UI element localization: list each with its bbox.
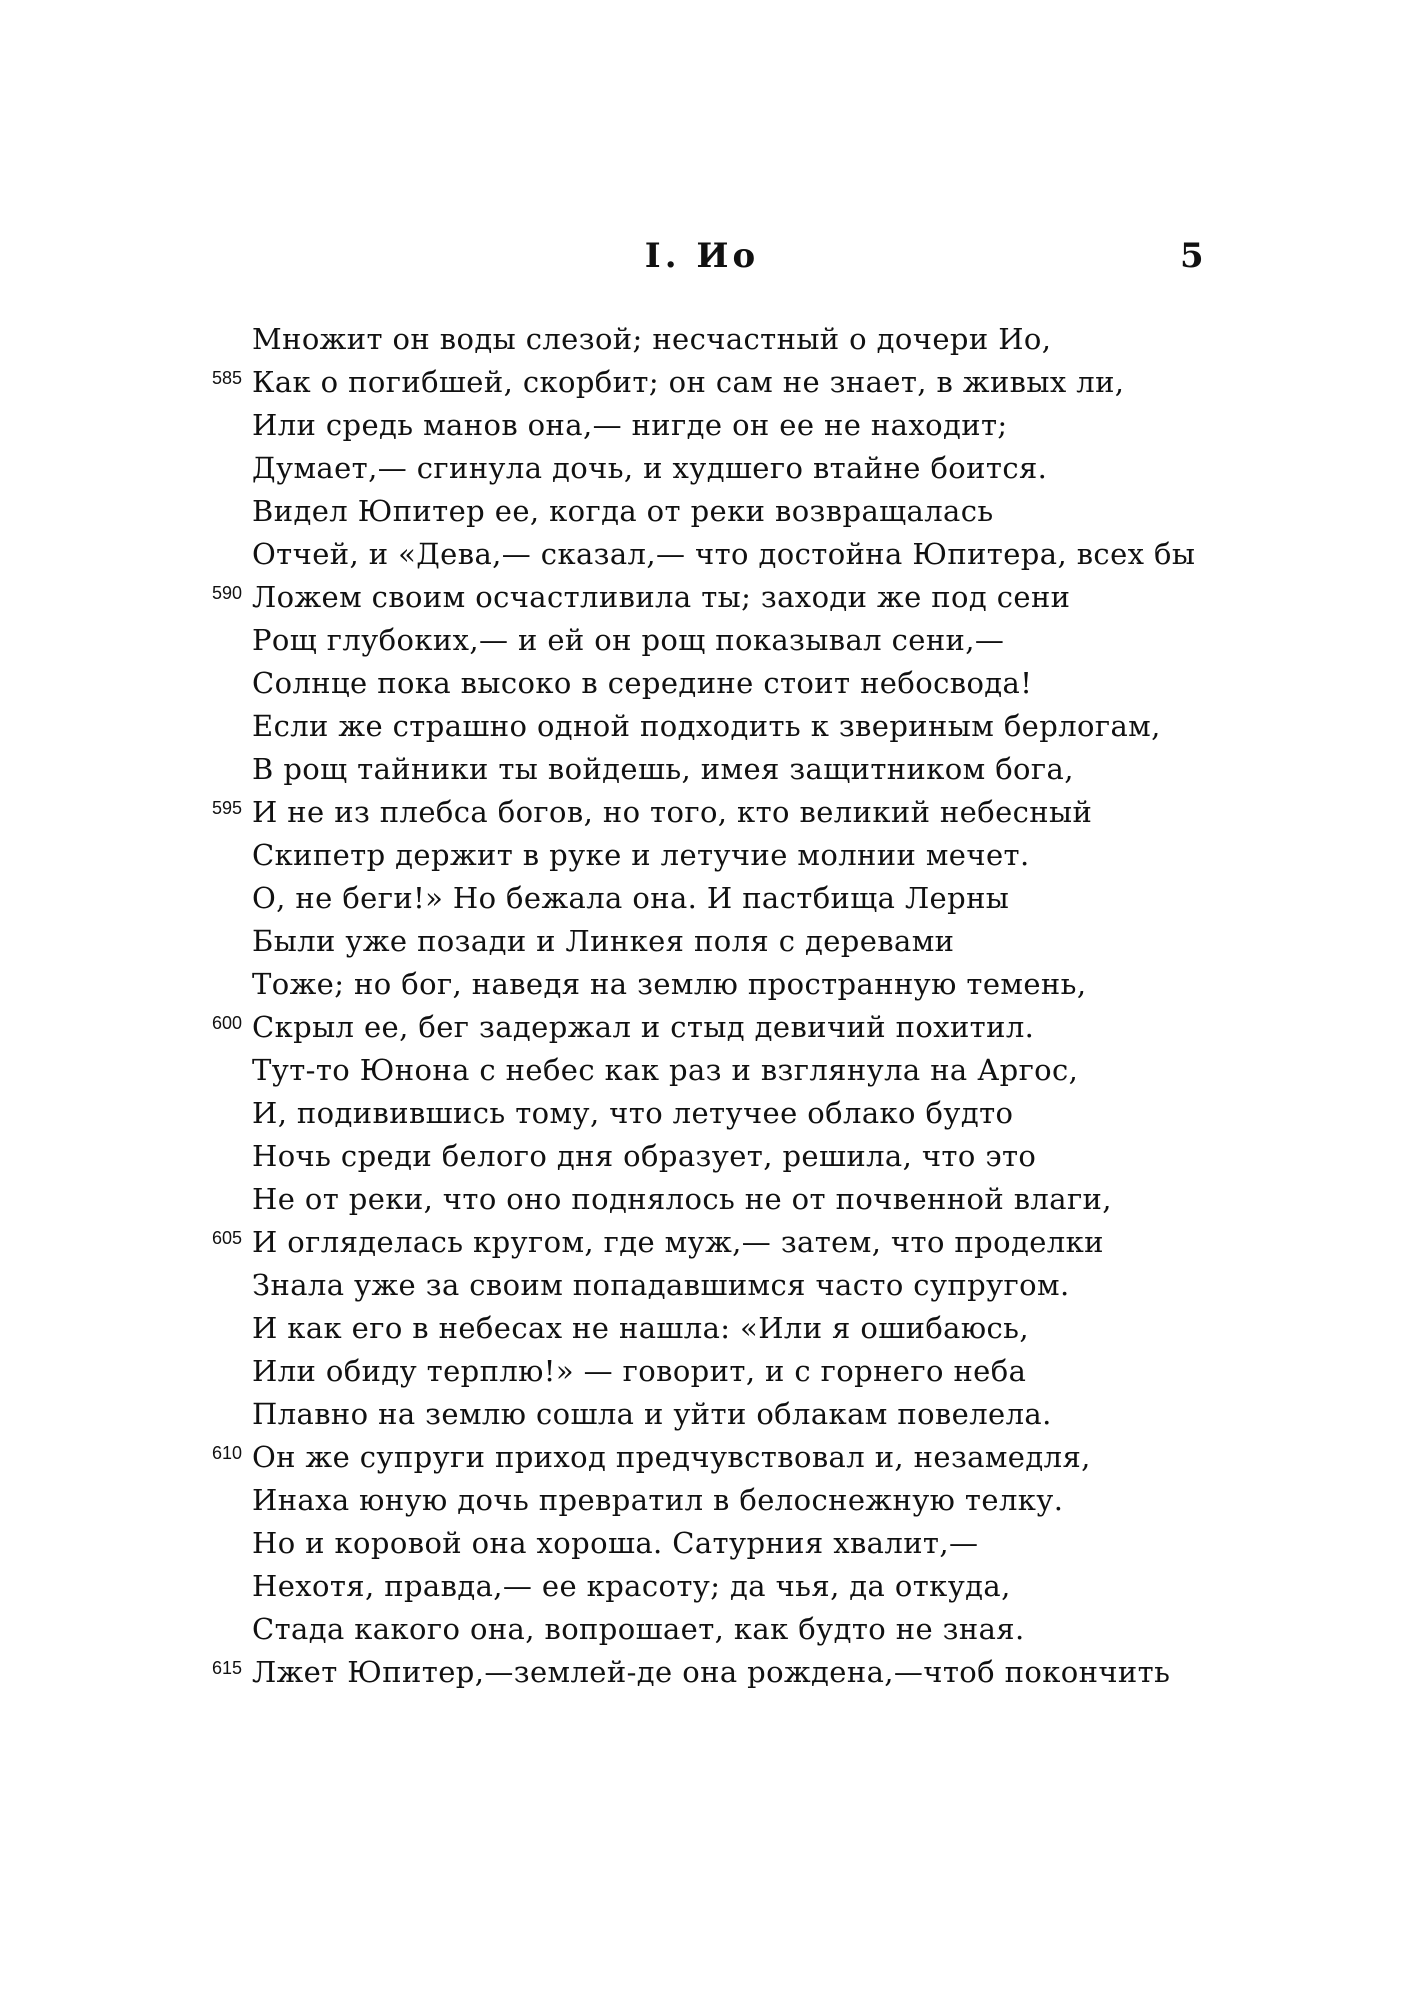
verse-text: Были уже позади и Линкея поля с деревами: [252, 924, 955, 958]
verse-line: [0, 1479, 1404, 1522]
verse-text: Ложем своим осчастливила ты; заходи же под сени: [252, 580, 1071, 614]
verse-line: [0, 619, 1404, 662]
page-number: 5: [1180, 236, 1204, 276]
verse-text: Нехотя, правда,— ее красоту; да чья, да откуда,: [252, 1569, 1011, 1603]
verse-text: И огляделась кругом, где муж,— затем, что проделки: [252, 1225, 1104, 1259]
verse-text: Или обиду терплю!» — говорит, и с горнего неба: [252, 1354, 1027, 1388]
verse-line: [0, 1049, 1404, 1092]
verse-line: [0, 533, 1404, 576]
verse-text: И не из плебса богов, но того, кто великий небесный: [252, 795, 1093, 829]
verse-line: [0, 662, 1404, 705]
verse-text: Думает,— сгинула дочь, и худшего втайне боится.: [252, 451, 1048, 485]
verse-line: [0, 1436, 1404, 1479]
verse-number: 615: [211, 1658, 242, 1678]
verse-text: О, не беги!» Но бежала она. И пастбища Лерны: [252, 881, 1010, 915]
verse-text: Стада какого она, вопрошает, как будто не зная.: [252, 1612, 1025, 1646]
verse-line: [0, 1092, 1404, 1135]
verse-line: [0, 1522, 1404, 1565]
verse-number: 595: [211, 798, 242, 818]
verse-text: Плавно на землю сошла и уйти облакам повелела.: [252, 1397, 1052, 1431]
verse-line: [0, 1264, 1404, 1307]
verse-line: [0, 1608, 1404, 1651]
verse-line: [0, 1006, 1404, 1049]
verse-text: Знала уже за своим попадавшимся часто супругом.: [252, 1268, 1070, 1302]
verse-number: 610: [211, 1443, 242, 1463]
poem-text: [0, 318, 1404, 1694]
verse-line: [0, 1178, 1404, 1221]
verse-number: 590: [211, 583, 242, 603]
verse-line: [0, 1393, 1404, 1436]
verse-line: [0, 361, 1404, 404]
verse-text: Отчей, и «Дева,— сказал,— что достойна Юпитера, всех бы: [252, 537, 1196, 571]
verse-number: 585: [211, 368, 242, 388]
verse-text: Тут-то Юнона с небес как раз и взглянула на Аргос,: [252, 1053, 1079, 1087]
verse-text: И, подивившись тому, что летучее облако будто: [252, 1096, 1014, 1130]
verse-text: Солнце пока высоко в середине стоит небосвода!: [252, 666, 1033, 700]
verse-line: [0, 705, 1404, 748]
verse-text: В рощ тайники ты войдешь, имея защитником бога,: [252, 752, 1074, 786]
verse-line: [0, 447, 1404, 490]
verse-number: 605: [211, 1228, 242, 1248]
chapter-title: I. Ио: [644, 236, 760, 276]
verse-line: [0, 1307, 1404, 1350]
verse-line: [0, 1651, 1404, 1694]
verse-text: Или средь манов она,— нигде он ее не находит;: [252, 408, 1008, 442]
verse-text: Видел Юпитер ее, когда от реки возвращалась: [252, 494, 994, 528]
verse-line: [0, 490, 1404, 533]
verse-text: Рощ глубоких,— и ей он рощ показывал сени,—: [252, 623, 1005, 657]
verse-text: Скипетр держит в руке и летучие молнии мечет.: [252, 838, 1030, 872]
verse-text: Не от реки, что оно поднялось не от почвенной влаги,: [252, 1182, 1112, 1216]
verse-number: 600: [211, 1013, 242, 1033]
verse-text: Скрыл ее, бег задержал и стыд девичий похитил.: [252, 1010, 1035, 1044]
verse-line: [0, 877, 1404, 920]
verse-text: Если же страшно одной подходить к звериным берлогам,: [252, 709, 1161, 743]
verse-line: [0, 576, 1404, 619]
verse-text: Множит он воды слезой; несчастный о дочери Ио,: [252, 322, 1052, 356]
verse-text: Лжет Юпитер,—землей-де она рождена,—чтоб покончить: [252, 1655, 1171, 1689]
verse-line: [0, 318, 1404, 361]
verse-line: [0, 1135, 1404, 1178]
verse-line: [0, 1221, 1404, 1264]
verse-text: Как о погибшей, скорбит; он сам не знает, в живых ли,: [252, 365, 1125, 399]
verse-text: Ночь среди белого дня образует, решила, что это: [252, 1139, 1037, 1173]
verse-line: [0, 963, 1404, 1006]
verse-line: [0, 1565, 1404, 1608]
verse-line: [0, 920, 1404, 963]
verse-line: [0, 791, 1404, 834]
verse-text: Но и коровой она хороша. Сатурния хвалит,—: [252, 1526, 979, 1560]
verse-line: [0, 1350, 1404, 1393]
verse-text: Он же супруги приход предчувствовал и, незамедля,: [252, 1440, 1091, 1474]
verse-line: [0, 404, 1404, 447]
verse-text: Тоже; но бог, наведя на землю пространную темень,: [252, 967, 1087, 1001]
verse-line: [0, 834, 1404, 877]
verse-line: [0, 748, 1404, 791]
running-head: [0, 236, 1404, 276]
verse-text: Инаха юную дочь превратил в белоснежную телку.: [252, 1483, 1064, 1517]
verse-text: И как его в небесах не нашла: «Или я ошибаюсь,: [252, 1311, 1029, 1345]
